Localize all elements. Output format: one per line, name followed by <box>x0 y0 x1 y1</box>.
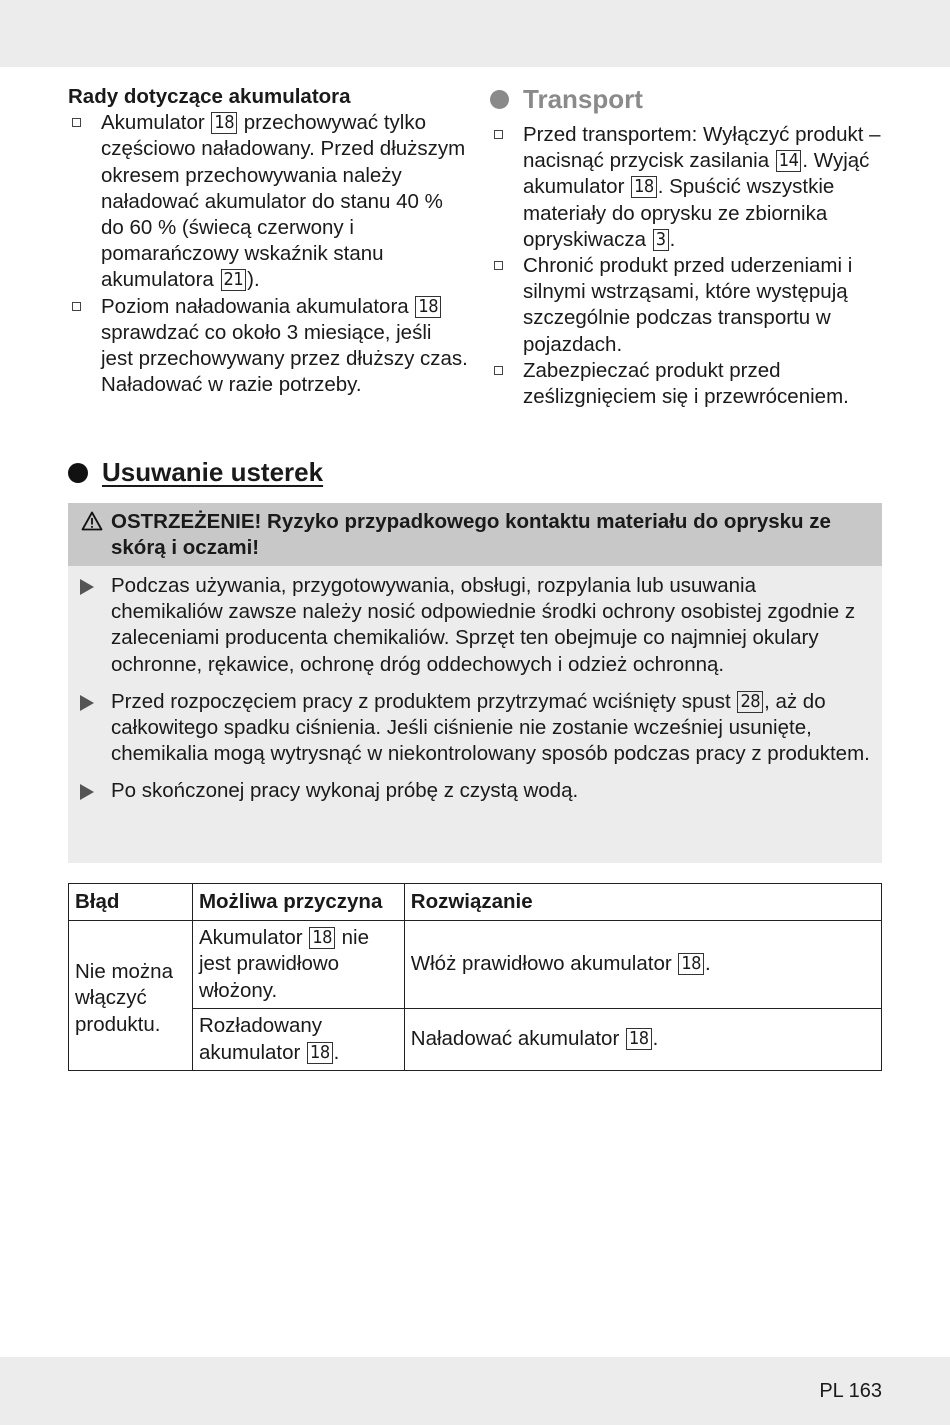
error-cell: Nie można włączyć produktu. <box>69 921 193 1071</box>
reference-number: 18 <box>631 176 657 198</box>
table-header-row <box>69 884 882 921</box>
circle-bullet-icon <box>68 463 88 483</box>
reference-number: 18 <box>307 1042 333 1064</box>
page-number: PL 163 <box>819 1380 882 1402</box>
square-bullet-icon <box>494 366 503 375</box>
arrow-bullet-icon <box>80 784 94 800</box>
warning-item: Przed rozpoczęciem pracy z produktem przytrzymać wciśnięty spust 28 , aż do całkowitego spadku ciśnienia. Jeśli ciśnienie nie zostanie wcześniej usunięte, chemikalia mogą wytrysnąć w niekontrolowany sposób podczas pracy z produktem. <box>68 689 882 768</box>
reference-number: 14 <box>776 150 802 172</box>
column-header-cause: Możliwa przyczyna <box>192 884 404 921</box>
warning-item: Podczas używania, przygotowywania, obsługi, rozpylania lub usuwania chemikaliów zawsze należy nosić odpowiednie środki ochrony osobistej zgodnie z zaleceniami producenta chemikaliów. Sprzęt ten obejmuje co najmniej okulary ochronne, rękawice, ochronę dróg oddechowych i odzież ochronną. <box>68 573 882 678</box>
table-row <box>69 921 882 1009</box>
cause-cell: Akumulator 18 nie jest prawidłowo włożony. <box>192 921 404 1009</box>
warning-item: Po skończonej pracy wykonaj próbę z czystą wodą. <box>68 778 882 804</box>
reference-number: 18 <box>626 1028 652 1050</box>
circle-bullet-icon <box>490 90 509 109</box>
transport-heading: Transport <box>490 84 890 114</box>
troubleshooting-table <box>68 883 882 1071</box>
warning-triangle-icon <box>81 511 103 531</box>
troubleshooting-heading: Usuwanie usterek <box>68 457 323 488</box>
battery-tips-heading: Rady dotyczące akumulatora <box>68 85 351 108</box>
square-bullet-icon <box>494 130 503 139</box>
list-item: Zabezpieczać produkt przed ześlizgnięciem się i przewróceniem. <box>490 358 890 410</box>
reference-number: 28 <box>737 691 763 713</box>
arrow-bullet-icon <box>80 579 94 595</box>
warning-header <box>68 503 882 566</box>
list-item: Poziom naładowania akumulatora 18 sprawdzać co około 3 miesiące, jeśli jest przechowywany przez dłuższy czas. Naładować w razie potrzeby. <box>68 294 468 399</box>
footer-band <box>0 1357 950 1425</box>
reference-number: 18 <box>678 953 704 975</box>
square-bullet-icon <box>72 118 81 127</box>
list-item: Akumulator 18 przechowywać tylko częściowo naładowany. Przed dłuższym okresem przechowywania należy naładować akumulator do stanu 40 % do 60 % (świecą czerwony i pomarańczowy wskaźnik stanu akumulatora 21 ). <box>68 110 468 293</box>
cause-cell: Rozładowany akumulator 18 . <box>192 1009 404 1071</box>
battery-tips-list <box>68 110 468 398</box>
solution-cell: Włóż prawidłowo akumulator 18 . <box>404 921 881 1009</box>
transport-section <box>490 84 890 410</box>
reference-number: 18 <box>309 927 335 949</box>
battery-tips-section <box>68 84 468 398</box>
reference-number: 21 <box>221 269 247 291</box>
reference-number: 18 <box>211 112 237 134</box>
warning-box <box>68 503 882 863</box>
warning-title: OSTRZEŻENIE! Ryzyko przypadkowego kontaktu materiału do oprysku ze skórą i oczami! <box>111 510 831 560</box>
list-item: Chronić produkt przed uderzeniami i silnymi wstrząsami, które występują szczególnie podczas transportu w pojazdach. <box>490 253 890 358</box>
square-bullet-icon <box>494 261 503 270</box>
reference-number: 18 <box>415 296 441 318</box>
header-band <box>0 0 950 67</box>
transport-list <box>490 122 890 410</box>
arrow-bullet-icon <box>80 695 94 711</box>
column-header-solution: Rozwiązanie <box>404 884 881 921</box>
solution-cell: Naładować akumulator 18 . <box>404 1009 881 1071</box>
square-bullet-icon <box>72 302 81 311</box>
reference-number: 3 <box>653 229 669 251</box>
column-header-error: Błąd <box>69 884 193 921</box>
warning-list <box>68 573 882 816</box>
list-item: Przed transportem: Wyłączyć produkt – nacisnąć przycisk zasilania 14 . Wyjąć akumulator 18 . Spuścić wszystkie materiały do oprysku ze zbiornika opryskiwacza 3 . <box>490 122 890 253</box>
